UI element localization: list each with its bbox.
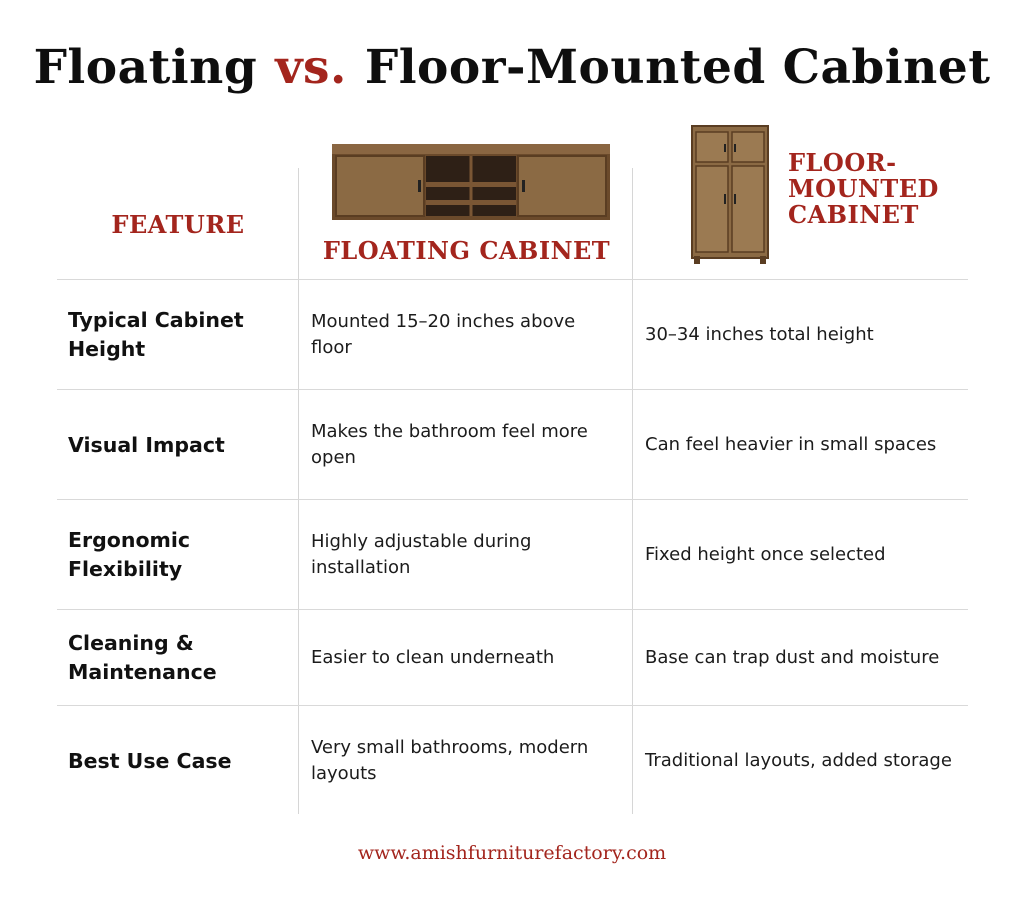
- floor-header-line: MOUNTED: [788, 174, 939, 203]
- floating-cell: Easier to clean underneath: [311, 647, 555, 668]
- floor-cell: 30–34 inches total height: [645, 324, 874, 345]
- title-part1: Floating: [33, 40, 258, 95]
- title-part2: Floor-Mounted Cabinet: [364, 40, 991, 95]
- column-divider: [298, 168, 299, 814]
- floating-cell: Makes the bathroom feel more open: [311, 421, 588, 468]
- row-feature-label: Ergonomic Flexibility: [68, 528, 191, 581]
- page-title: [0, 40, 1024, 95]
- floor-header-line: CABINET: [788, 200, 919, 229]
- floating-cell: Very small bathrooms, modern layouts: [311, 737, 589, 784]
- row-feature-label: Best Use Case: [68, 748, 232, 773]
- website-url: www.amishfurniturefactory.com: [357, 842, 667, 864]
- floating-column-header: FLOATING CABINET: [322, 236, 611, 265]
- floor-column-header: [788, 150, 968, 228]
- row-feature-label: Cleaning & Maintenance: [68, 631, 217, 684]
- floor-cell: Base can trap dust and moisture: [645, 647, 940, 668]
- feature-column-header: FEATURE: [111, 210, 245, 239]
- column-divider: [632, 168, 633, 814]
- title-vs: vs.: [275, 40, 347, 95]
- floor-header-line: FLOOR-: [788, 148, 897, 177]
- floor-cell: Fixed height once selected: [645, 544, 886, 565]
- floor-cell: Can feel heavier in small spaces: [645, 434, 937, 455]
- row-feature-label: Visual Impact: [68, 432, 225, 457]
- floating-cabinet-image: [330, 140, 612, 224]
- floor-cabinet-image: [690, 124, 770, 266]
- row-feature-label: Typical Cabinet Height: [68, 308, 244, 361]
- floating-cell: Mounted 15–20 inches above floor: [311, 311, 576, 358]
- floor-cell: Traditional layouts, added storage: [645, 750, 952, 771]
- floating-cell: Highly adjustable during installation: [311, 531, 532, 578]
